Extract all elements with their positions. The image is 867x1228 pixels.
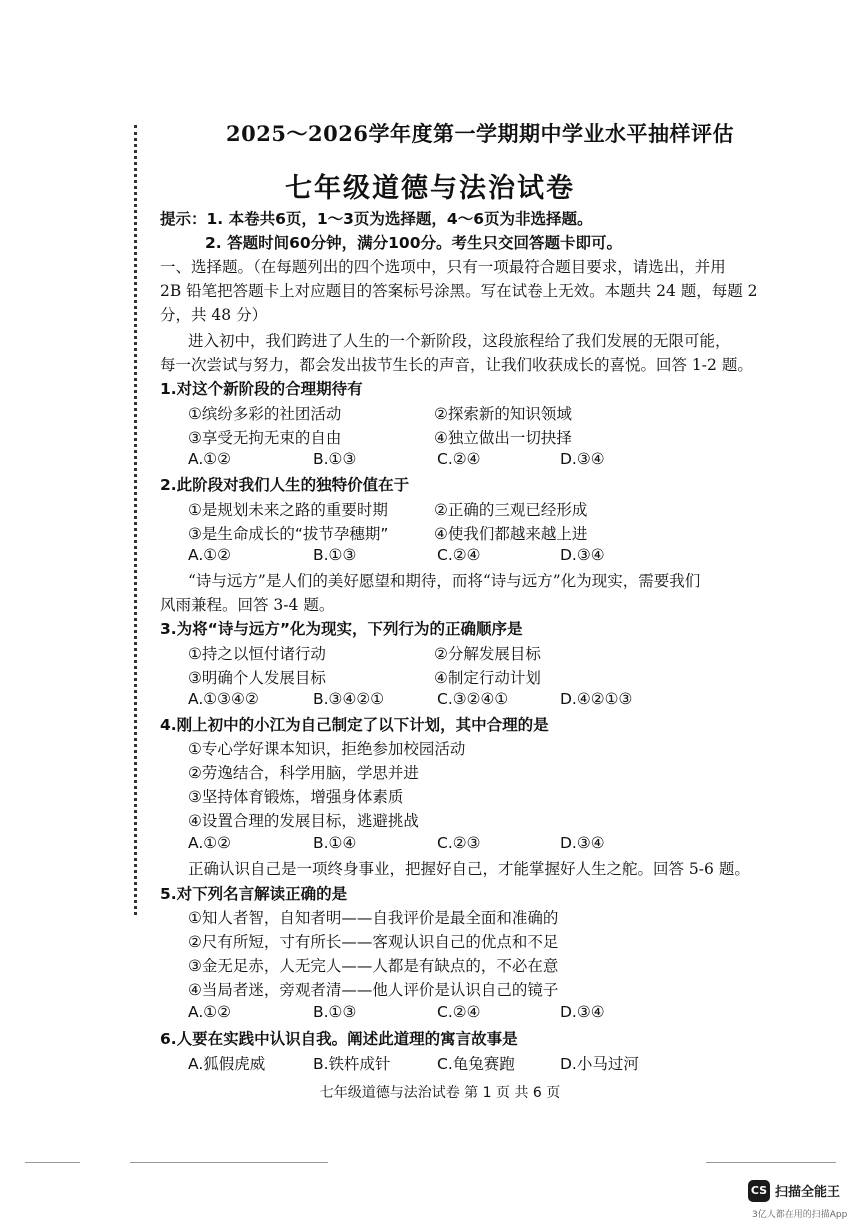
q4-item-3: ③坚持体育锻炼，增强身体素质: [188, 788, 404, 806]
q1-choice-b: B.①③: [313, 450, 357, 468]
q5-item-2: ②尺有所短，寸有所长——客观认识自己的优点和不足: [188, 933, 559, 951]
q4-choice-d: D.③④: [560, 834, 605, 852]
q2-item-1: ①是规划未来之路的重要时期: [188, 501, 388, 519]
q3-item-1: ①持之以恒付诸行动: [188, 645, 326, 663]
watermark-name: 扫描全能王: [775, 1185, 841, 1200]
q6-choice-b: B.铁杵成针: [313, 1055, 391, 1073]
q1-item-4: ④独立做出一切抉择: [434, 429, 572, 447]
passage-2-line-1: “诗与远方”是人们的美好愿望和期待，而将“诗与远方”化为现实，需要我们: [188, 572, 701, 590]
passage-1-line-1: 进入初中，我们跨进了人生的一个新阶段，这段旅程给了我们发展的无限可能，: [188, 332, 731, 350]
q4-item-4: ④设置合理的发展目标，逃避挑战: [188, 812, 419, 830]
q1-item-2: ②探索新的知识领域: [434, 405, 572, 423]
q6-stem: 6.人要在实践中认识自我。阐述此道理的寓言故事是: [160, 1030, 518, 1048]
watermark-tagline: 3亿人都在用的扫描App: [752, 1210, 848, 1220]
q5-choice-a: A.①②: [188, 1003, 232, 1021]
divider-line: [25, 1162, 80, 1163]
q5-item-3: ③金无足赤，人无完人——人都是有缺点的，不必在意: [188, 957, 559, 975]
q6-choice-c: C.龟兔赛跑: [437, 1055, 515, 1073]
q5-stem: 5.对下列名言解读正确的是: [160, 885, 348, 903]
q5-choice-b: B.①③: [313, 1003, 357, 1021]
section-1-instruction-line-3: 分，共 48 分）: [160, 306, 268, 324]
q3-stem: 3.为将“诗与远方”化为现实，下列行为的正确顺序是: [160, 620, 523, 638]
section-1-instruction-line-1: 一、选择题。（在每题列出的四个选项中，只有一项最符合题目要求，请选出，并用: [160, 258, 726, 276]
q6-choice-a: A.狐假虎威: [188, 1055, 266, 1073]
passage-1-line-2: 每一次尝试与努力，都会发出拔节生长的声音，让我们收获成长的喜悦。回答 1-2 题。: [160, 356, 753, 374]
q2-item-2: ②正确的三观已经形成: [434, 501, 588, 519]
q2-stem: 2.此阶段对我们人生的独特价值在于: [160, 476, 410, 494]
page-footer: 七年级道德与法治试卷 第 1 页 共 6 页: [319, 1085, 561, 1101]
q1-choice-d: D.③④: [560, 450, 605, 468]
q2-item-3: ③是生命成长的“拔节孕穗期”: [188, 525, 389, 543]
binding-dotted-line: [134, 125, 137, 915]
q6-choice-d: D.小马过河: [560, 1055, 639, 1073]
q5-choice-c: C.②④: [437, 1003, 481, 1021]
q3-choice-d: D.④②①③: [560, 690, 633, 708]
q2-choice-b: B.①③: [313, 546, 357, 564]
q1-item-3: ③享受无拘无束的自由: [188, 429, 342, 447]
exam-subtitle: 七年级道德与法治试卷: [285, 173, 575, 204]
q3-choice-a: A.①③④②: [188, 690, 259, 708]
q3-item-3: ③明确个人发展目标: [188, 669, 326, 687]
q1-stem: 1.对这个新阶段的合理期待有: [160, 380, 363, 398]
notice-line-2: 2. 答题时间60分钟，满分100分。考生只交回答题卡即可。: [205, 234, 622, 252]
q5-item-1: ①知人者智，自知者明——自我评价是最全面和准确的: [188, 909, 559, 927]
q3-item-2: ②分解发展目标: [434, 645, 541, 663]
q3-choice-b: B.③④②①: [313, 690, 385, 708]
q4-choice-b: B.①④: [313, 834, 357, 852]
q5-choice-d: D.③④: [560, 1003, 605, 1021]
q4-choice-c: C.②③: [437, 834, 481, 852]
q4-stem: 4.刚上初中的小江为自己制定了以下计划，其中合理的是: [160, 716, 549, 734]
q5-item-4: ④当局者迷，旁观者清——他人评价是认识自己的镜子: [188, 981, 559, 999]
q4-choice-a: A.①②: [188, 834, 232, 852]
section-1-instruction-line-2: 2B 铅笔把答题卡上对应题目的答案标号涂黑。写在试卷上无效。本题共 24 题，每题 2: [160, 282, 758, 300]
q1-choice-a: A.①②: [188, 450, 232, 468]
passage-3-line-1: 正确认识自己是一项终身事业，把握好自己，才能掌握好人生之舵。回答 5-6 题。: [188, 860, 750, 878]
q2-choice-a: A.①②: [188, 546, 232, 564]
divider-line: [706, 1162, 836, 1163]
q4-item-2: ②劳逸结合，科学用脑，学思并进: [188, 764, 419, 782]
divider-line: [130, 1162, 328, 1163]
q3-item-4: ④制定行动计划: [434, 669, 541, 687]
exam-title: 2025～2026学年度第一学期期中学业水平抽样评估: [226, 121, 734, 146]
q2-item-4: ④使我们都越来越上进: [434, 525, 588, 543]
q2-choice-d: D.③④: [560, 546, 605, 564]
passage-2-line-2: 风雨兼程。回答 3-4 题。: [160, 596, 335, 614]
notice-line-1: 提示：1. 本卷共6页，1～3页为选择题，4～6页为非选择题。: [160, 210, 593, 228]
q1-choice-c: C.②④: [437, 450, 481, 468]
camscanner-logo-icon: CS: [748, 1180, 770, 1202]
q1-item-1: ①缤纷多彩的社团活动: [188, 405, 342, 423]
q3-choice-c: C.③②④①: [437, 690, 509, 708]
q2-choice-c: C.②④: [437, 546, 481, 564]
scanner-watermark: [748, 1180, 863, 1224]
q4-item-1: ①专心学好课本知识，拒绝参加校园活动: [188, 740, 466, 758]
